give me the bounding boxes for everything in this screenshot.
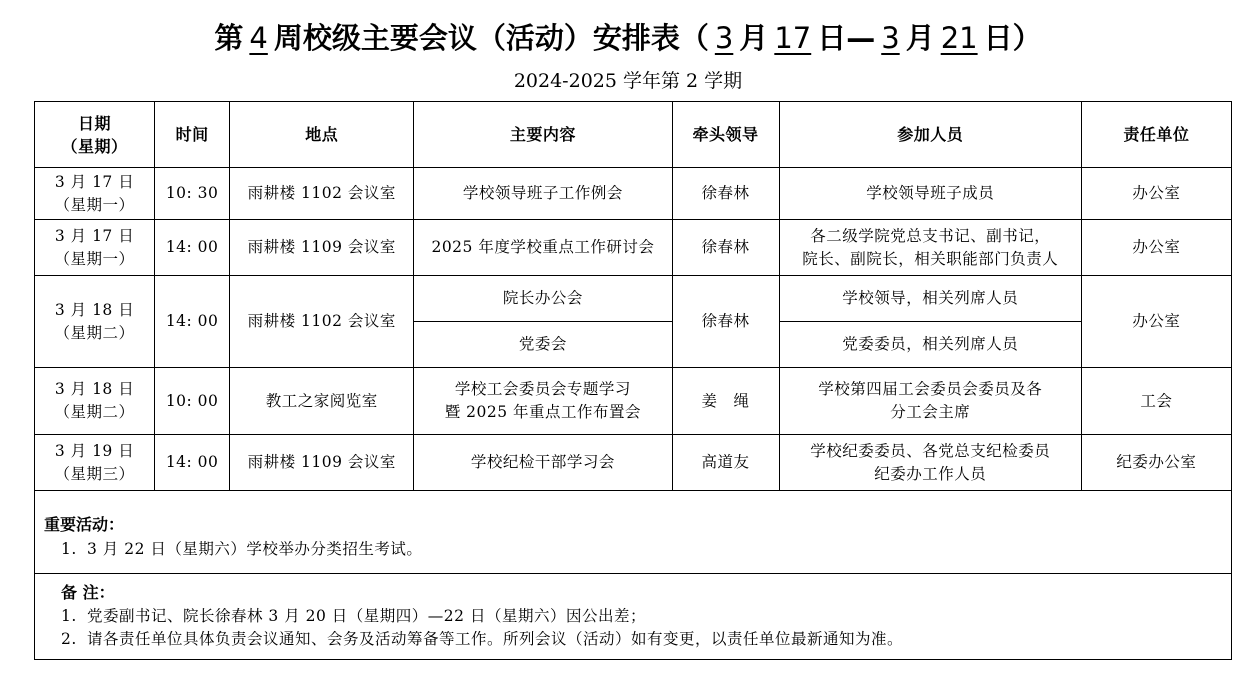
notes-box [34, 491, 1232, 660]
remarks-heading: 备 注： [61, 583, 115, 602]
place-cell: 雨耕楼 1109 会议室 [230, 435, 414, 491]
remarks-section [35, 574, 1231, 659]
place-cell: 雨耕楼 1109 会议室 [230, 220, 414, 276]
table-row [35, 276, 1232, 322]
header-content: 主要内容 [414, 102, 672, 168]
important-activities-heading: 重要活动： [44, 515, 125, 534]
leader-cell: 徐春林 [672, 220, 779, 276]
time-cell: 14: 00 [155, 435, 230, 491]
header-place: 地点 [230, 102, 414, 168]
title-dash: — [846, 21, 876, 55]
unit-cell: 工会 [1081, 368, 1231, 435]
title-end-month: 3 [881, 21, 900, 55]
title-prefix: 第 [214, 21, 244, 55]
participants-cell: 学校领导，相关列席人员 [779, 276, 1081, 322]
leader-cell: 姜 绳 [672, 368, 779, 435]
header-time: 时间 [155, 102, 230, 168]
time-cell: 10: 00 [155, 368, 230, 435]
title-start-month: 3 [714, 21, 734, 55]
content-cell: 学校工会委员会专题学习 暨 2025 年重点工作布置会 [414, 368, 672, 435]
leader-cell: 徐春林 [672, 168, 779, 220]
semester-subtitle: 2024-2025 学年第 2 学期 [513, 70, 743, 92]
content-cell: 学校领导班子工作例会 [414, 168, 672, 220]
participants-cell: 党委委员，相关列席人员 [779, 322, 1081, 368]
date-cell: 3 月 17 日 （星期一） [35, 220, 155, 276]
title-month-char-2: 月 [905, 21, 935, 55]
table-row [35, 220, 1232, 276]
unit-cell: 办公室 [1081, 276, 1231, 368]
title-close: ） [1012, 21, 1042, 55]
header-unit: 责任单位 [1081, 102, 1231, 168]
content-cell: 学校纪检干部学习会 [414, 435, 672, 491]
unit-cell: 办公室 [1081, 168, 1231, 220]
header-participants: 参加人员 [779, 102, 1081, 168]
title-end-day: 21 [940, 21, 978, 55]
time-cell: 10: 30 [155, 168, 230, 220]
content-cell: 2025 年度学校重点工作研讨会 [414, 220, 672, 276]
place-cell: 雨耕楼 1102 会议室 [230, 168, 414, 220]
unit-cell: 办公室 [1081, 220, 1231, 276]
date-cell: 3 月 17 日 （星期一） [35, 168, 155, 220]
important-activities-section [35, 491, 1231, 574]
important-activity-item: 1. 3 月 22 日（星期六）学校举办分类招生考试。 [61, 540, 423, 558]
schedule-table [34, 101, 1232, 491]
leader-cell: 徐春林 [672, 276, 779, 368]
participants-cell: 学校纪委委员、各党总支纪检委员 纪委办工作人员 [779, 435, 1081, 491]
table-row [35, 435, 1232, 491]
date-cell: 3 月 19 日 （星期三） [35, 435, 155, 491]
participants-cell: 各二级学院党总支书记、副书记， 院长、副院长，相关职能部门负责人 [779, 220, 1081, 276]
title-day-char-2: 日 [983, 21, 1013, 55]
table-row [35, 168, 1232, 220]
participants-cell: 学校领导班子成员 [779, 168, 1081, 220]
date-cell: 3 月 18 日 （星期二） [35, 276, 155, 368]
title-day-char: 日 [817, 21, 847, 55]
place-cell: 雨耕楼 1102 会议室 [230, 276, 414, 368]
remark-item: 2. 请各责任单位具体负责会议通知、会务及活动筹备等工作。所列会议（活动）如有变更，以责任单位最新通知为准。 [61, 630, 904, 648]
table-header-row [35, 102, 1232, 168]
unit-cell: 纪委办公室 [1081, 435, 1231, 491]
title-week-number: 4 [249, 21, 268, 55]
page-title [0, 18, 1256, 58]
date-cell: 3 月 18 日 （星期二） [35, 368, 155, 435]
title-month-char: 月 [739, 21, 769, 55]
title-middle: 周校级主要会议（活动）安排表（ [273, 21, 709, 55]
remark-item: 1. 党委副书记、院长徐春林 3 月 20 日（星期四）—22 日（星期六）因公出差； [61, 607, 646, 625]
table-row [35, 368, 1232, 435]
title-start-day: 17 [774, 21, 812, 55]
place-cell: 教工之家阅览室 [230, 368, 414, 435]
content-cell: 院长办公会 [414, 276, 672, 322]
header-leader: 牵头领导 [672, 102, 779, 168]
time-cell: 14: 00 [155, 220, 230, 276]
header-date: 日期 （星期） [35, 102, 155, 168]
content-cell: 党委会 [414, 322, 672, 368]
leader-cell: 高道友 [672, 435, 779, 491]
participants-cell: 学校第四届工会委员会委员及各 分工会主席 [779, 368, 1081, 435]
time-cell: 14: 00 [155, 276, 230, 368]
